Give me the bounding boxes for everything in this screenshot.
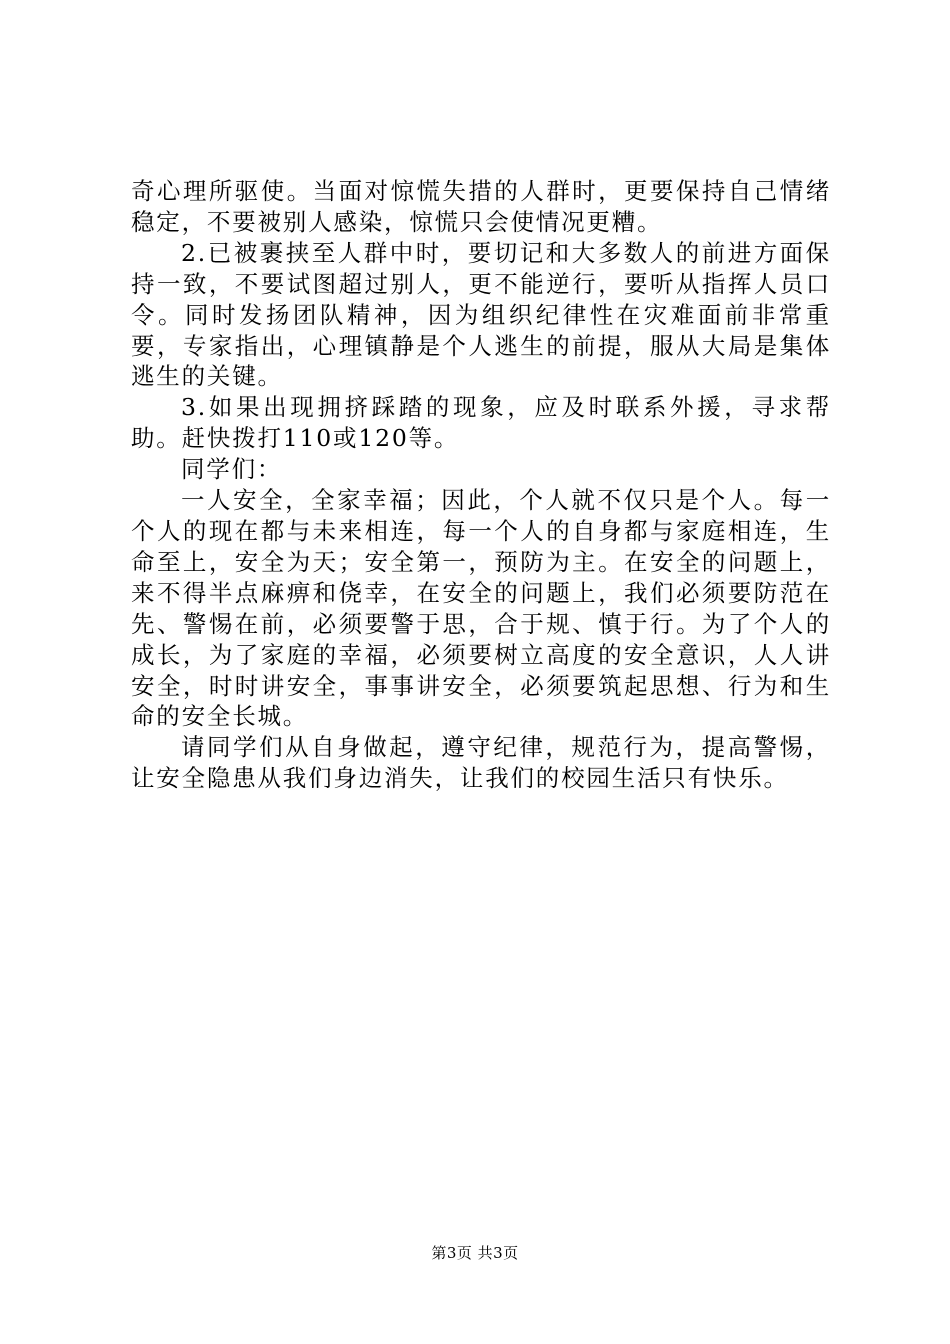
paragraph-continuation: 奇心理所驱使。当面对惊慌失措的人群时，更要保持自己情绪稳定，不要被别人感染，惊慌只会使情况更糟。 (131, 177, 831, 236)
paragraph-safety-message: 一人安全，全家幸福；因此，个人就不仅只是个人。每一个人的现在都与未来相连，每一个人的自身都与家庭相连，生命至上，安全为天；安全第一，预防为主。在安全的问题上，来不得半点麻痹和侥幸，在安全的问题上，我们必须要防范在先、警惕在前，必须要警于思，合于规、慎于行。为了个人的成长，为了家庭的幸福，必须要树立高度的安全意识，人人讲安全，时时讲安全，事事讲安全，必须要筑起思想、行为和生命的安全长城。 (131, 486, 831, 731)
paragraph-closing: 请同学们从自身做起，遵守纪律，规范行为，提高警惕，让安全隐患从我们身边消失，让我们的校园生活只有快乐。 (131, 733, 831, 793)
paragraph-salutation: 同学们： (181, 455, 283, 484)
page-footer (0, 1243, 950, 1263)
page-number-label: 第3页 共3页 (431, 1244, 519, 1262)
document-body (131, 176, 831, 794)
paragraph-item-3: 3.如果出现拥挤踩踏的现象，应及时联系外援，寻求帮助。赶快拨打110或120等。 (131, 393, 831, 453)
paragraph-item-2: 2.已被裹挟至人群中时，要切记和大多数人的前进方面保持一致，不要试图超过别人，更不能逆行，要听从指挥人员口令。同时发扬团队精神，因为组织纪律性在灾难面前非常重要，专家指出，心理镇静是个人逃生的前提，服从大局是集体逃生的关键。 (131, 238, 831, 391)
